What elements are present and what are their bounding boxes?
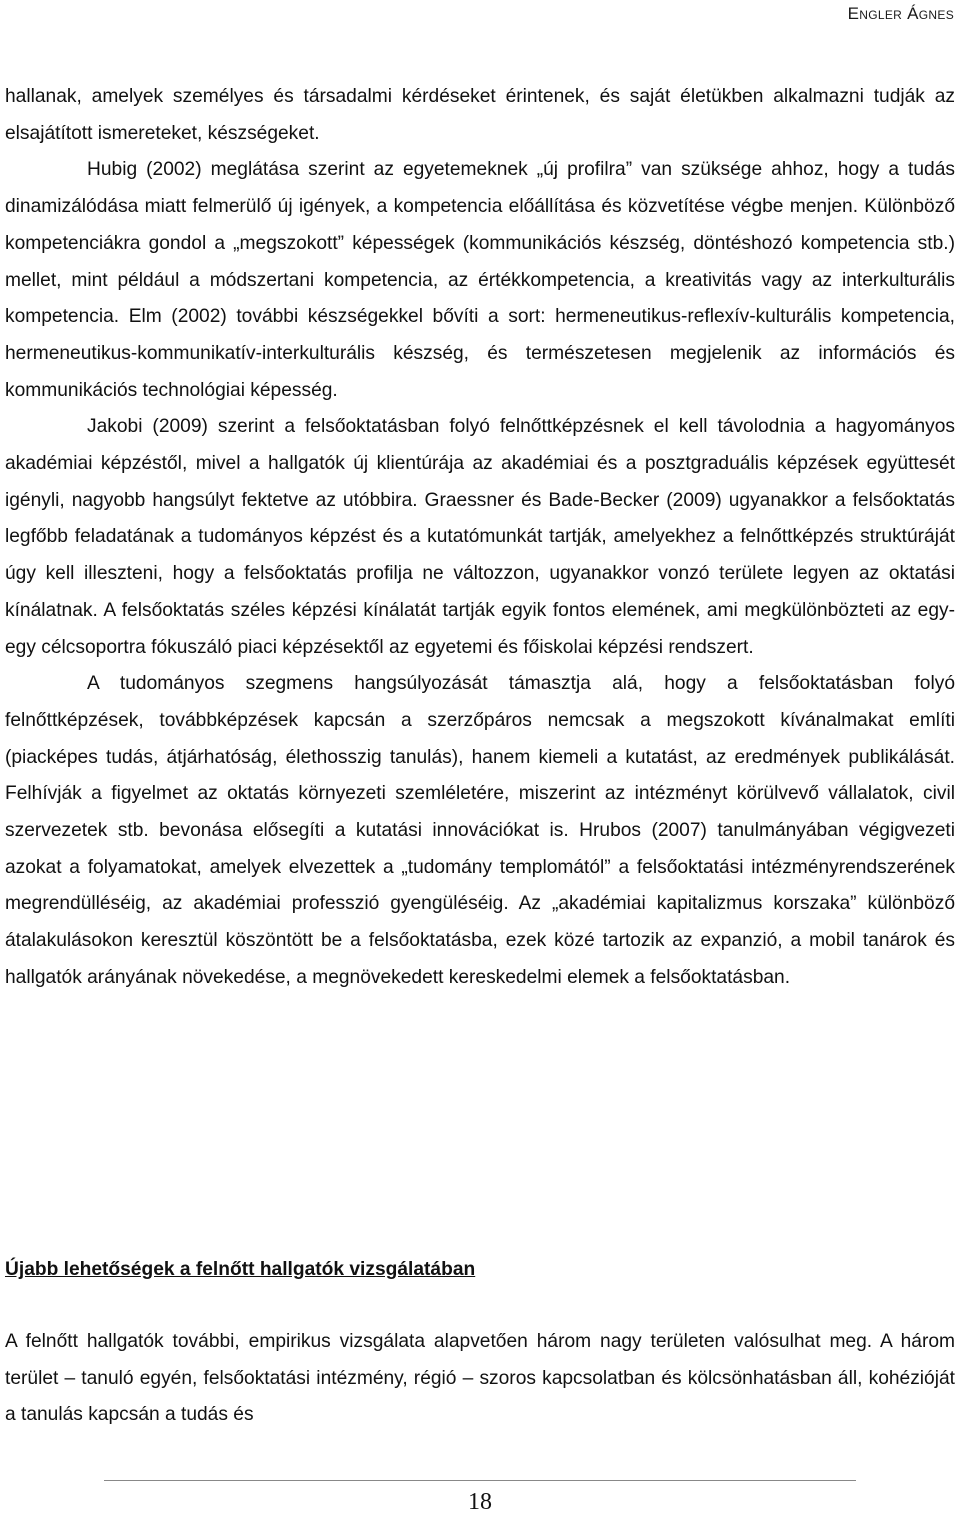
paragraph: hallanak, amelyek személyes és társadalmi kérdéseket érintenek, és saját életükben alkalmazni tudják az elsajátított ismereteket, készségeket. xyxy=(5,86,955,144)
running-header-author: Engler Ágnes xyxy=(847,4,954,23)
footer-divider xyxy=(104,1480,856,1481)
paragraph: A tudományos szegmens hangsúlyozását támasztja alá, hogy a felsőoktatásban folyó felnőttképzések, továbbképzések kapcsán a szerzőpáros nemcsak a megszokott kívánalmakat említi (piacképes tudás, átjárhatóság, élethosszig tanulás), hanem kiemeli a kutatást, az eredmények publikálását. Felhívják a figyelmet az oktatás környezeti szemléletére, miszerint az intézményt körülvevő vállalatok, civil szervezetek stb. bevonása elősegíti a kutatási innovációkat is. Hrubos (2007) tanulmányában végigvezeti azokat a folyamatokat, amelyek elvezettek a „tudomány templomától” a felsőoktatási intézményrendszerének megrendülléséig, az akadémiai professzió gyengüléséig. Az „akadémiai kapitalizmus korszaka” különböző átalakulásokon keresztül köszöntött be a felsőoktatásba, ezek közé tartozik az expanzió, a mobil tanárok és hallgatók arányának növekedése, a megnövekedett kereskedelmi elemek a felsőoktatásban. xyxy=(5,673,955,988)
section-heading: Újabb lehetőségek a felnőtt hallgatók vizsgálatában xyxy=(5,1259,476,1280)
body-text xyxy=(5,79,955,997)
section-body xyxy=(5,1324,955,1434)
paragraph: Hubig (2002) meglátása szerint az egyetemeknek „új profilra” van szüksége ahhoz, hogy a tudás dinamizálódása miatt felmerülő új igények, a kompetencia előállítása és közvetítése végbe menjen. Különböző kompetenciákra gondol a „megszokott” képességek (kommunikációs készség, döntéshozó kompetencia stb.) mellet, mint például a módszertani kompetencia, az értékkompetencia, a kreativitás vagy az interkulturális kompetencia. Elm (2002) további készségekkel bővíti a sort: hermeneutikus-reflexív-kulturális kompetencia, hermeneutikus-kommunikatív-interkulturális készség, és természetesen megjelenik az információs és kommunikációs technológiai képesség. xyxy=(5,159,955,401)
paragraph: A felnőtt hallgatók további, empirikus vizsgálata alapvetően három nagy területen valósulhat meg. A három terület – tanuló egyén, felsőoktatási intézmény, régió – szoros kapcsolatban és kölcsönhatásban áll, kohézióját a tanulás kapcsán a tudás és xyxy=(5,1331,955,1426)
paragraph: Jakobi (2009) szerint a felsőoktatásban folyó felnőttképzésnek el kell távolodnia a hagyományos akadémiai képzéstől, mivel a hallgatók új klientúrája az akadémiai és a posztgraduális képzések együttesét igényli, nagyobb hangsúlyt fektetve az utóbbira. Graessner és Bade-Becker (2009) ugyanakkor a felsőoktatás legfőbb feladatának a tudományos képzést és a kutatómunkát tartják, amelyekhez a felnőttképzés struktúráját úgy kell illeszteni, hogy a felsőoktatás profilja ne változzon, ugyanakkor vonzó területe legyen az oktatási kínálatnak. A felsőoktatás széles képzési kínálatát tartják egyik fontos elemének, ami megkülönbözteti az egy-egy célcsoportra fókuszáló piaci képzésektől az egyetemi és főiskolai képzési rendszert. xyxy=(5,416,955,658)
page-number: 18 xyxy=(468,1489,492,1515)
